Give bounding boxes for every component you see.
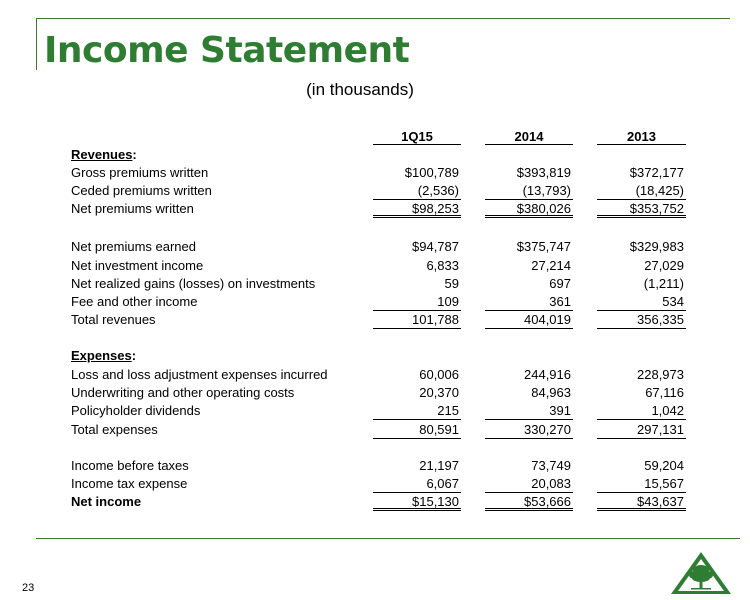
footer-rule xyxy=(36,538,740,539)
row-label: Loss and loss adjustment expenses incurred xyxy=(71,367,328,382)
table-cell: 356,335 xyxy=(597,312,686,329)
table-cell: 21,197 xyxy=(419,458,459,473)
table-row xyxy=(0,276,750,294)
table-cell: $329,983 xyxy=(629,239,684,254)
column-header-row xyxy=(0,129,750,147)
section-suffix: : xyxy=(132,147,137,162)
table-row xyxy=(0,312,750,330)
table-cell: 361 xyxy=(485,294,573,311)
table-row xyxy=(0,458,750,476)
section-title: Revenues xyxy=(71,147,133,162)
table-cell: (13,793) xyxy=(485,183,573,200)
tree-logo-icon xyxy=(669,550,733,596)
table-cell: 84,963 xyxy=(531,385,571,400)
table-row xyxy=(0,258,750,276)
table-cell: $100,789 xyxy=(404,165,459,180)
column-header: 1Q15 xyxy=(373,129,461,145)
row-label xyxy=(71,147,137,162)
table-cell: $393,819 xyxy=(516,165,571,180)
table-cell: 73,749 xyxy=(531,458,571,473)
row-label xyxy=(71,348,136,363)
table-cell: 330,270 xyxy=(485,422,573,439)
table-cell: $43,637 xyxy=(597,494,686,511)
table-cell: 20,083 xyxy=(485,476,573,493)
section-title: Expenses xyxy=(71,348,132,363)
row-label: Underwriting and other operating costs xyxy=(71,385,295,400)
table-cell: $375,747 xyxy=(516,239,571,254)
row-label: Net realized gains (losses) on investments xyxy=(71,276,316,291)
table-cell: 109 xyxy=(373,294,461,311)
row-label: Gross premiums written xyxy=(71,165,209,180)
row-label: Total expenses xyxy=(71,422,158,437)
row-label: Net investment income xyxy=(71,258,204,273)
table-cell: $372,177 xyxy=(629,165,684,180)
table-row xyxy=(0,367,750,385)
section-header-row xyxy=(0,348,750,366)
table-row xyxy=(0,239,750,257)
table-cell: $94,787 xyxy=(412,239,459,254)
table-cell: (18,425) xyxy=(597,183,686,200)
row-label: Total revenues xyxy=(71,312,156,327)
table-cell: 59,204 xyxy=(644,458,684,473)
table-row xyxy=(0,476,750,494)
table-cell: $380,026 xyxy=(485,201,573,218)
table-cell: 27,029 xyxy=(644,258,684,273)
row-label: Income before taxes xyxy=(71,458,189,473)
table-cell: 101,788 xyxy=(373,312,461,329)
table-cell: 59 xyxy=(444,276,459,291)
table-cell: 297,131 xyxy=(597,422,686,439)
table-cell: 697 xyxy=(549,276,571,291)
table-row xyxy=(0,201,750,219)
column-header: 2014 xyxy=(485,129,573,145)
table-cell: 27,214 xyxy=(531,258,571,273)
page-title: Income Statement xyxy=(44,30,410,71)
table-cell: $353,752 xyxy=(597,201,686,218)
table-cell: 67,116 xyxy=(645,385,684,400)
table-cell: 215 xyxy=(373,403,461,420)
table-row xyxy=(0,494,750,512)
table-row xyxy=(0,294,750,312)
table-cell: 534 xyxy=(597,294,686,311)
table-cell: (2,536) xyxy=(373,183,461,200)
page-number: 23 xyxy=(22,582,35,594)
section-header-row xyxy=(0,147,750,165)
row-label: Fee and other income xyxy=(71,294,198,309)
table-row xyxy=(0,422,750,440)
table-cell: 1,042 xyxy=(597,403,686,420)
table-cell: 60,006 xyxy=(419,367,459,382)
row-label: Policyholder dividends xyxy=(71,403,201,418)
table-row xyxy=(0,403,750,421)
page-subtitle: (in thousands) xyxy=(306,80,414,99)
row-label: Net premiums earned xyxy=(71,239,196,254)
table-row xyxy=(0,165,750,183)
table-row xyxy=(0,385,750,403)
section-suffix: : xyxy=(131,348,137,363)
table-cell: 6,067 xyxy=(373,476,461,493)
table-cell: 80,591 xyxy=(373,422,461,439)
row-label: Net income xyxy=(71,494,142,509)
row-label: Income tax expense xyxy=(71,476,188,491)
table-cell: 228,973 xyxy=(637,367,684,382)
column-header: 2013 xyxy=(597,129,686,145)
table-cell: 20,370 xyxy=(419,385,459,400)
row-label: Net premiums written xyxy=(71,201,194,216)
table-cell: 404,019 xyxy=(485,312,573,329)
table-cell: $15,130 xyxy=(373,494,461,511)
table-cell: 15,567 xyxy=(597,476,686,493)
row-label: Ceded premiums written xyxy=(71,183,212,198)
table-cell: $98,253 xyxy=(373,201,461,218)
table-cell: 391 xyxy=(485,403,573,420)
table-cell: 244,916 xyxy=(524,367,571,382)
table-cell: 6,833 xyxy=(426,258,459,273)
table-row xyxy=(0,183,750,201)
table-cell: $53,666 xyxy=(485,494,573,511)
table-cell: (1,211) xyxy=(643,276,684,291)
